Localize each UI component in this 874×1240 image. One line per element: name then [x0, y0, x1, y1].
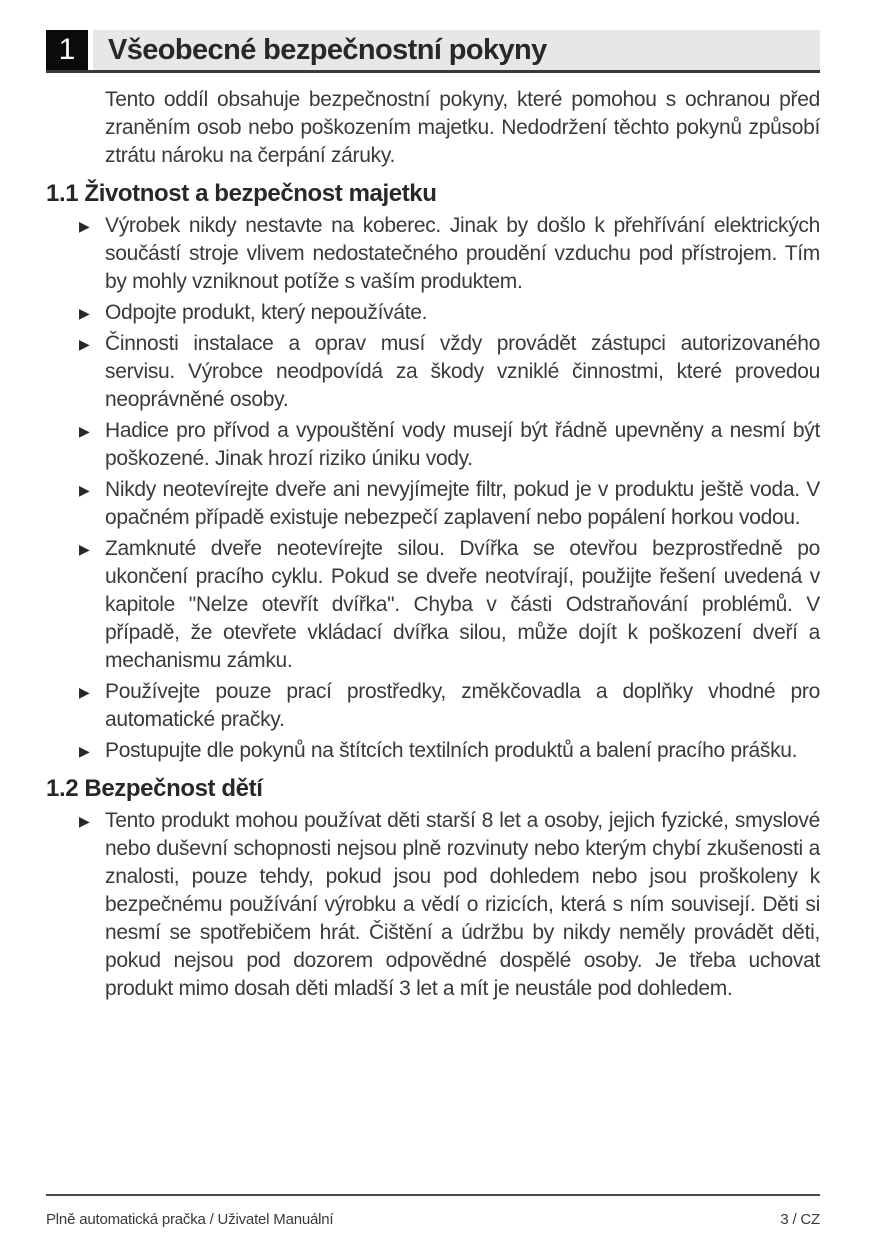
bullet-triangle-icon: ▶ — [79, 305, 90, 321]
list-item — [46, 417, 820, 473]
bullet-text: Činnosti instalace a oprav musí vždy provádět zástupci autorizovaného servisu. Výrobce neodpovídá za škody vzniklé činnostmi, které provedou neoprávněné osoby. — [105, 332, 820, 411]
list-item — [46, 476, 820, 532]
bullet-text: Odpojte produkt, který nepoužíváte. — [105, 301, 428, 324]
section-heading-1-2: 1.2 Bezpečnost dětí — [46, 775, 263, 802]
list-item — [46, 737, 820, 765]
section-heading-1-1: 1.1 Životnost a bezpečnost majetku — [46, 180, 437, 207]
chapter-title: Všeobecné bezpečnostní pokyny — [108, 33, 547, 66]
bullet-text: Postupujte dle pokynů na štítcích textilních produktů a balení pracího prášku. — [105, 739, 798, 762]
bullet-list-1-2 — [46, 807, 820, 1003]
bullet-triangle-icon: ▶ — [79, 743, 90, 759]
bullet-triangle-icon: ▶ — [79, 541, 90, 557]
list-item — [46, 678, 820, 734]
bullet-text: Zamknuté dveře neotevírejte silou. Dvířka se otevřou bezprostředně po ukončení pracího cyklu. Pokud se dveře neotvírají, použijte řešení uvedená v kapitole "Nelze otevřít dvířka". Chyba v části Odstraňování problémů. V případě, že otevřete vkládací dvířka silou, může dojít k poškození dveří a mechanismu zámku. — [105, 537, 820, 672]
chapter-number-box: 1 — [46, 30, 88, 70]
bullet-triangle-icon: ▶ — [79, 813, 90, 829]
bullet-triangle-icon: ▶ — [79, 336, 90, 352]
chapter-title-bar — [93, 30, 820, 70]
footer-divider — [46, 1194, 820, 1196]
list-item — [46, 212, 820, 296]
list-item — [46, 535, 820, 675]
footer-row — [46, 1211, 820, 1228]
bullet-list-1-1 — [46, 212, 820, 765]
chapter-header — [46, 30, 820, 73]
bullet-text: Nikdy neotevírejte dveře ani nevyjímejte filtr, pokud je v produktu ještě voda. V opačném případě existuje nebezpečí zaplavení nebo popálení horkou vodou. — [105, 478, 820, 529]
bullet-text: Používejte pouze prací prostředky, změkčovadla a doplňky vhodné pro automatické pračky. — [105, 680, 820, 731]
list-item — [46, 807, 820, 1003]
page-footer — [46, 1194, 820, 1228]
bullet-text: Výrobek nikdy nestavte na koberec. Jinak by došlo k přehřívání elektrických součástí stroje vlivem nedostatečného proudění vzduchu pod přístrojem. Tím by mohly vzniknout potíže s vaším produktem. — [105, 214, 820, 293]
bullet-text: Hadice pro přívod a vypouštění vody musejí být řádně upevněny a nesmí být poškozené. Jinak hrozí riziko úniku vody. — [105, 419, 820, 470]
footer-page-number: 3 / CZ — [780, 1211, 820, 1228]
list-item — [46, 330, 820, 414]
bullet-triangle-icon: ▶ — [79, 423, 90, 439]
list-item — [46, 299, 820, 327]
footer-product-label: Plně automatická pračka / Uživatel Manuální — [46, 1211, 334, 1228]
bullet-triangle-icon: ▶ — [79, 218, 90, 234]
intro-paragraph: Tento oddíl obsahuje bezpečnostní pokyny, které pomohou s ochranou před zraněním osob nebo poškozením majetku. Nedodržení těchto pokynů způsobí ztrátu nároku na čerpání záruky. — [105, 88, 820, 167]
bullet-triangle-icon: ▶ — [79, 684, 90, 700]
bullet-triangle-icon: ▶ — [79, 482, 90, 498]
bullet-text: Tento produkt mohou používat děti starší 8 let a osoby, jejich fyzické, smyslové nebo duševní schopnosti nejsou plně rozvinuty nebo kterým chybí zkušenosti a znalosti, pouze tehdy, pokud jsou pod dohledem nebo jsou proškoleny k bezpečnému používání výrobku a vědí o rizicích, která s ním souvisejí. Děti si nesmí se spotřebičem hrát. Čištění a údržbu by nikdy neměly provádět děti, pokud nejsou pod dozorem odpovědné dospělé osoby. Je třeba uchovat produkt mimo dosah děti mladší 3 let a mít je neustále pod dohledem. — [105, 809, 820, 1000]
